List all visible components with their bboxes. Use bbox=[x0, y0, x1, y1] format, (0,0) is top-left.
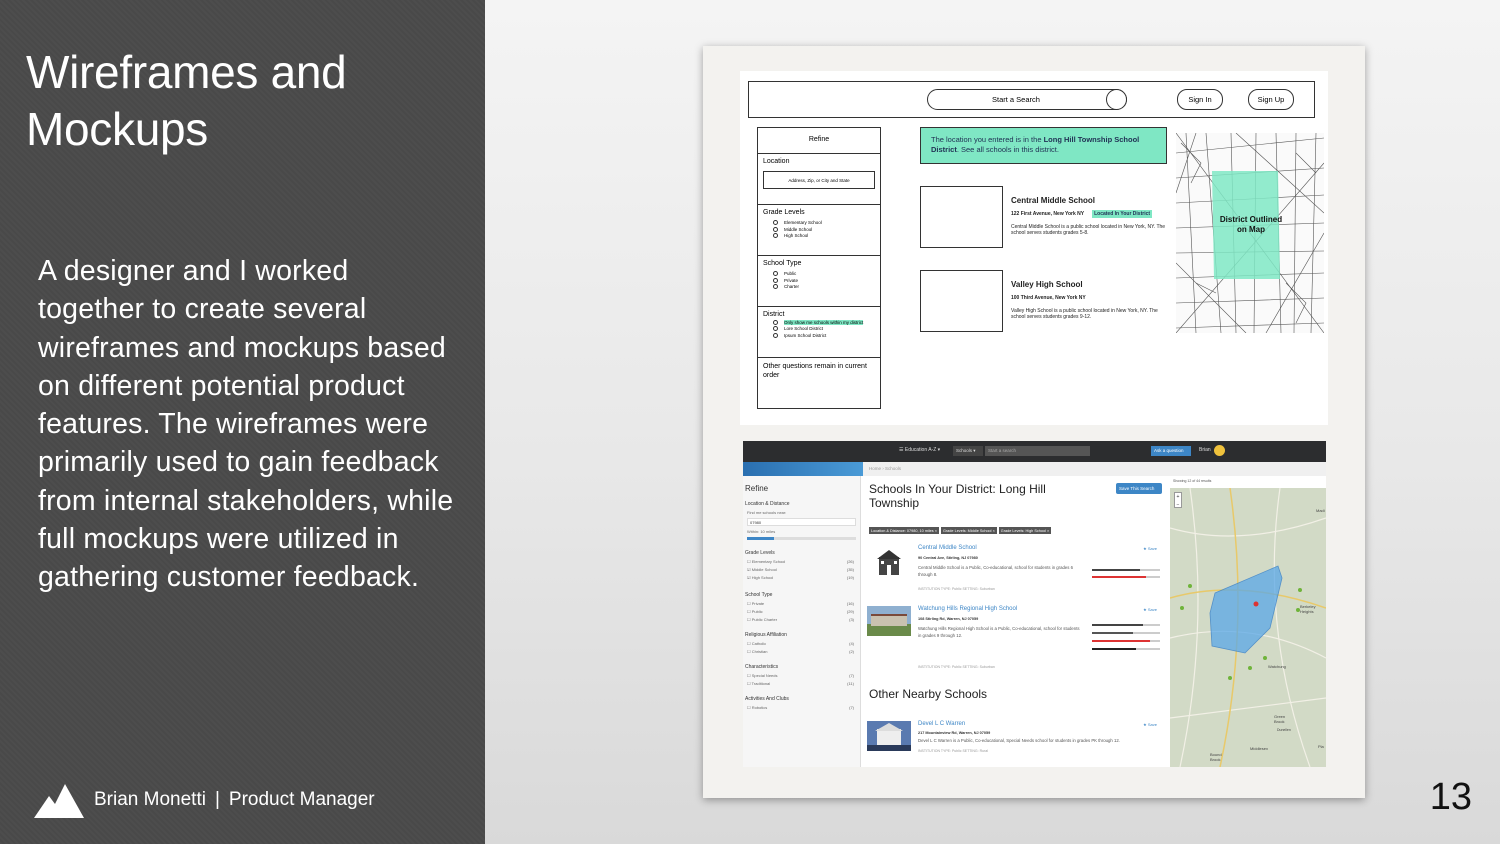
mk-filter-group bbox=[743, 632, 860, 654]
rating-bar bbox=[1092, 648, 1160, 650]
map-town-label: Watchung bbox=[1268, 664, 1286, 669]
mk-school-desc: Watchung Hills Regional High School is a Public, Co-educational, school for students in grades 9 through 12. bbox=[918, 626, 1080, 638]
search-button-icon[interactable] bbox=[1106, 89, 1127, 110]
map-town-label: Berkeley Heights bbox=[1300, 604, 1316, 614]
footer-role: Product Manager bbox=[228, 789, 375, 810]
footer-name: Brian Monetti bbox=[94, 789, 206, 810]
wf-result-desc: Central Middle School is a public school located in New York, NY. The school serves students grades 5-8. bbox=[1011, 224, 1166, 236]
wf-result-item[interactable] bbox=[1011, 280, 1171, 320]
mk-school-name[interactable]: Watchung Hills Regional High School bbox=[918, 606, 1018, 612]
mk-filter-row: Within: 10 miles bbox=[747, 529, 776, 534]
mk-school-meta: INSTITUTION TYPE: Public SETTING: Suburban bbox=[918, 587, 995, 591]
wf-location-section bbox=[758, 154, 880, 205]
wf-type-option[interactable]: Private bbox=[773, 278, 875, 283]
wf-search-input[interactable] bbox=[927, 89, 1127, 110]
mk-results-heading: Schools In Your District: Long Hill Township bbox=[869, 482, 1046, 510]
wf-type-section bbox=[758, 256, 880, 307]
mk-filter-checkbox[interactable]: ☐ Robotics (7) bbox=[747, 705, 854, 710]
rating-bar bbox=[1092, 632, 1160, 634]
map-town-label: Bound Brook bbox=[1210, 752, 1222, 762]
mk-nav-education[interactable]: ☰ Education A-Z ▾ bbox=[899, 447, 941, 453]
mk-filter-checkbox[interactable]: ☑ High School (19) bbox=[747, 575, 854, 580]
mk-school-address: 90 Central Ave, Stirling, NJ 07980 bbox=[918, 556, 978, 560]
mk-filter-checkbox[interactable]: ☑ Middle School (35) bbox=[747, 567, 854, 572]
avatar-icon[interactable] bbox=[1214, 445, 1225, 456]
wf-result-desc: Valley High School is a public school located in New York, NY. The school serves students grades 9-12. bbox=[1011, 308, 1158, 320]
wf-header bbox=[748, 81, 1315, 118]
mk-blue-band bbox=[743, 462, 863, 476]
mk-filter-checkbox[interactable]: ☐ Special Needs (7) bbox=[747, 673, 854, 678]
mk-school-desc: Devel L C Warren is a Public, Co-educational, Special Needs school for students in grades PK through 12. bbox=[918, 738, 1120, 743]
wf-grade-section bbox=[758, 205, 880, 256]
school-photo bbox=[867, 606, 911, 636]
mk-nav-search-input[interactable]: Start a search bbox=[985, 446, 1090, 456]
mk-school-address: 217 Mountainview Rd, Warren, NJ 07059 bbox=[918, 731, 991, 735]
footer bbox=[34, 782, 375, 818]
page-number: 13 bbox=[1429, 776, 1472, 818]
mk-filter-checkbox[interactable]: ☐ Public Charter (3) bbox=[747, 617, 854, 622]
wf-district-section bbox=[758, 307, 880, 358]
wf-result-address: 122 First Avenue, New York NY Located In Your District bbox=[1011, 211, 1151, 217]
map-town-label: Madi bbox=[1316, 508, 1325, 513]
wf-district-option[interactable]: Lore School District bbox=[773, 326, 875, 331]
mk-school-address: 108 Stirling Rd, Warren, NJ 07059 bbox=[918, 617, 979, 621]
wf-district-label: District bbox=[763, 311, 785, 318]
mk-filter-chip[interactable]: Grade Levels: Middle School × bbox=[942, 528, 995, 533]
school-photo bbox=[867, 721, 911, 751]
school-building-icon bbox=[867, 547, 911, 577]
wf-result-thumbnail[interactable] bbox=[920, 186, 1003, 248]
mk-filter-group bbox=[743, 696, 860, 710]
mk-zip-input[interactable]: 07980 bbox=[747, 518, 856, 526]
mk-save-link[interactable]: ★ Save bbox=[1143, 607, 1157, 612]
footer-separator: | bbox=[214, 789, 220, 810]
mk-filter-chip[interactable]: Grade Levels: High School × bbox=[1000, 528, 1050, 533]
mk-school-meta: INSTITUTION TYPE: Public SETTING: Rural bbox=[918, 749, 988, 753]
mk-distance-slider[interactable] bbox=[747, 537, 856, 540]
mk-filter-heading: Characteristics bbox=[745, 664, 779, 670]
mk-save-link[interactable]: ★ Save bbox=[1143, 722, 1157, 727]
wf-sign-up-button[interactable]: Sign Up bbox=[1248, 89, 1294, 110]
mk-breadcrumb[interactable]: Home › Schools bbox=[863, 462, 1326, 476]
mk-refine-heading: Refine bbox=[745, 484, 769, 493]
mk-school-result[interactable] bbox=[867, 545, 1167, 605]
map-town-label: Middlesex bbox=[1250, 746, 1269, 751]
wireframe bbox=[740, 71, 1328, 425]
wf-result-item[interactable] bbox=[1011, 196, 1171, 236]
mk-filter-row: Find me schools near: bbox=[747, 510, 787, 515]
wf-map[interactable] bbox=[1176, 133, 1324, 333]
wf-grade-option[interactable]: High School bbox=[773, 233, 875, 238]
rating-bar bbox=[1092, 569, 1160, 571]
rating-bar bbox=[1092, 624, 1160, 626]
mk-map[interactable] bbox=[1170, 488, 1326, 767]
wf-type-label: School Type bbox=[763, 260, 802, 267]
mk-top-nav bbox=[743, 441, 1326, 462]
wf-grade-option[interactable]: Middle School bbox=[773, 227, 875, 232]
mk-save-search-button[interactable]: Save This Search bbox=[1116, 483, 1162, 494]
mk-school-result[interactable] bbox=[867, 721, 1167, 761]
wf-sign-in-button[interactable]: Sign In bbox=[1177, 89, 1223, 110]
mk-save-link[interactable]: ★ Save bbox=[1143, 546, 1157, 551]
mk-filter-checkbox[interactable]: ☐ Private (16) bbox=[747, 601, 854, 606]
wf-type-option[interactable]: Charter bbox=[773, 284, 875, 289]
wf-result-name[interactable]: Central Middle School bbox=[1011, 196, 1096, 205]
mk-filter-group bbox=[743, 550, 860, 580]
rating-bar bbox=[1092, 640, 1160, 642]
mk-filter-group bbox=[743, 592, 860, 622]
mk-filter-group bbox=[743, 664, 860, 686]
wf-district-badge: Located In Your District bbox=[1094, 211, 1151, 217]
mk-filter-heading: Location & Distance bbox=[745, 501, 790, 507]
wf-refine-heading: Refine bbox=[758, 128, 880, 154]
district-map bbox=[1170, 488, 1326, 767]
mk-results-count: Showing 12 of 44 results bbox=[1173, 479, 1212, 483]
wf-type-option[interactable]: Public bbox=[773, 271, 875, 276]
left-panel bbox=[0, 0, 485, 844]
wf-location-label: Location bbox=[763, 158, 790, 165]
mk-refine-sidebar bbox=[743, 476, 861, 767]
mk-ask-button[interactable]: Ask a question bbox=[1151, 446, 1191, 456]
mk-results bbox=[867, 476, 1167, 767]
mk-filter-checkbox[interactable]: ☐ Christian (2) bbox=[747, 649, 854, 654]
map-town-label: Pla bbox=[1318, 744, 1324, 749]
mk-school-result[interactable] bbox=[867, 606, 1167, 676]
mk-nearby-heading: Other Nearby Schools bbox=[869, 687, 988, 701]
mountain-icon bbox=[34, 782, 84, 818]
mk-filter-heading: School Type bbox=[745, 592, 773, 598]
wf-district-banner[interactable]: The location you entered is in the Long Hill Township School District. See all schools in this district. bbox=[920, 127, 1167, 164]
wf-grade-label: Grade Levels bbox=[763, 209, 805, 216]
wf-grade-option[interactable]: Elementary School bbox=[773, 220, 875, 225]
mk-filter-checkbox[interactable]: ☐ Catholic (4) bbox=[747, 641, 854, 646]
mk-school-desc: Central Middle School is a Public, Co-educational, school for students in grades 6 through 8. bbox=[918, 565, 1074, 577]
mk-filter-chips bbox=[869, 527, 1053, 534]
wf-district-option[interactable]: Ipsum School District bbox=[773, 333, 875, 338]
wf-refine-sidebar bbox=[757, 127, 881, 409]
mk-school-meta: INSTITUTION TYPE: Public SETTING: Suburban bbox=[918, 665, 995, 669]
mk-school-name[interactable]: Devel L C Warren bbox=[918, 721, 966, 727]
wf-search-label: Start a Search bbox=[992, 95, 1040, 104]
wf-result-thumbnail[interactable] bbox=[920, 270, 1003, 332]
mockup bbox=[743, 441, 1326, 767]
map-town-label: Dunellen bbox=[1277, 728, 1291, 732]
rating-bar bbox=[1092, 576, 1160, 578]
mk-school-name[interactable]: Central Middle School bbox=[918, 545, 977, 551]
mk-filter-checkbox[interactable]: ☐ Elementary School (26) bbox=[747, 559, 854, 564]
mk-nav-schools[interactable]: Schools ▾ bbox=[953, 446, 983, 456]
mk-filter-heading: Religious Affiliation bbox=[745, 632, 787, 638]
map-town-label: Green Brook bbox=[1274, 714, 1286, 724]
wf-other-questions: Other questions remain in current order bbox=[763, 363, 867, 379]
mk-filter-group bbox=[743, 501, 860, 540]
slide-title: Wireframes and Mockups bbox=[26, 46, 347, 155]
wf-result-name[interactable]: Valley High School bbox=[1011, 280, 1083, 289]
wf-map-label: District Outlined on Map bbox=[1219, 215, 1283, 234]
zoom-control-icon[interactable]: + − bbox=[1174, 492, 1182, 508]
mk-filter-heading: Activities And Clubs bbox=[745, 696, 789, 702]
mk-filter-chip[interactable]: Location & Distance: 07980, 10 miles × bbox=[871, 528, 937, 533]
mk-filter-checkbox[interactable]: ☐ Traditional (11) bbox=[747, 681, 854, 686]
mk-filter-checkbox[interactable]: ☐ Public (29) bbox=[747, 609, 854, 614]
wf-district-option[interactable]: Only show me schools within my district bbox=[773, 320, 875, 325]
wf-result-address: 100 Third Avenue, New York NY bbox=[1011, 295, 1086, 301]
mk-nav-user[interactable]: Brian bbox=[1199, 447, 1211, 453]
slide-body: A designer and I worked together to create several wireframes and mockups based on different potential product features. The wireframes were primarily used to gain feedback from internal stakeholders, while full mockups were utilized in gathering customer feedback. bbox=[38, 255, 454, 594]
mk-filter-heading: Grade Levels bbox=[745, 550, 775, 556]
wf-location-input[interactable]: Address, Zip, or City and State bbox=[763, 171, 875, 189]
